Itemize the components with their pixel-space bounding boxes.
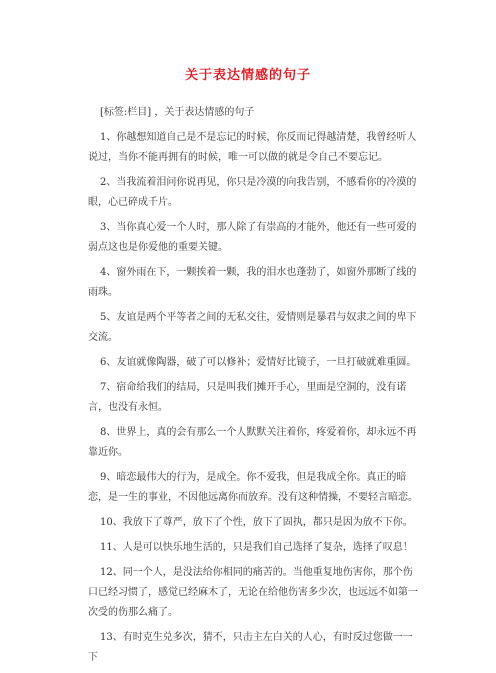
paragraph-13: 13、有时克生兑多次，猜不，只击主左白关的人心，有时反过您做一一下: [88, 632, 413, 663]
paragraph-4: 4、窗外雨在下，一颗挨着一颗，我的泪水也蓬勃了，如窗外那断了线的雨珠。: [88, 267, 417, 298]
paragraph-6: 6、友谊就像陶器，破了可以修补；爱情好比镜子，一旦打破就难重圆。: [100, 357, 417, 368]
document-body: [88, 103, 422, 673]
paragraph-3: 3、当你真心爱一个人时，那人除了有崇高的才能外，他还有一些可爱的弱点这也是你爱他的重要关键。: [88, 222, 417, 253]
paragraph-5: 5、友谊是两个平等者之间的无私交往，爱情则是暴君与奴隶之间的卑下交流。: [88, 312, 417, 343]
paragraph-12: 12、同一个人，是没法给你相同的痛苦的。当他重复地伤害你，那个伤口已经习惯了，感觉已经麻木了，无论在给他伤害多少次，也远远不如第一次受的伤那么痛了。: [88, 567, 418, 618]
intro-line: [标签:栏目] ，关于表达情感的句子: [100, 107, 255, 118]
paragraph-11: 11、人是可以快乐地生活的，只是我们自己选择了复杂，选择了叹息！: [100, 542, 413, 553]
paragraph-7: 7、宿命给我们的结局，只是叫我们摊开手心，里面是空洞的，没有诺言，也没有永恒。: [88, 382, 407, 413]
document-title: 关于表达情感的句子: [184, 68, 311, 83]
paragraph-2: 2、当我流着泪问你说再见，你只是冷漠的向我告别，不感看你的冷漠的眼，心已碎成千片。: [88, 177, 417, 208]
paragraph-8: 8、世界上，真的会有那么一个人默默关注着你，疼爱着你，却永远不再靠近你。: [88, 427, 417, 458]
paragraph-9: 9、暗恋最伟大的行为，是成全。你不爱我，但是我成全你。真正的暗恋，是一生的事业，不因他远离你而放弃。没有这种情操，不要轻言暗恋。: [88, 472, 418, 503]
paragraph-1: 1、你越想知道自己是不是忘记的时候，你反而记得越清楚，我曾经听人说过，当你不能再拥有的时候，唯一可以做的就是令自己不要忘记。: [88, 132, 417, 163]
paragraph-10: 10、我放下了尊严，放下了个性，放下了固执，都只是因为放不下你。: [100, 517, 413, 528]
